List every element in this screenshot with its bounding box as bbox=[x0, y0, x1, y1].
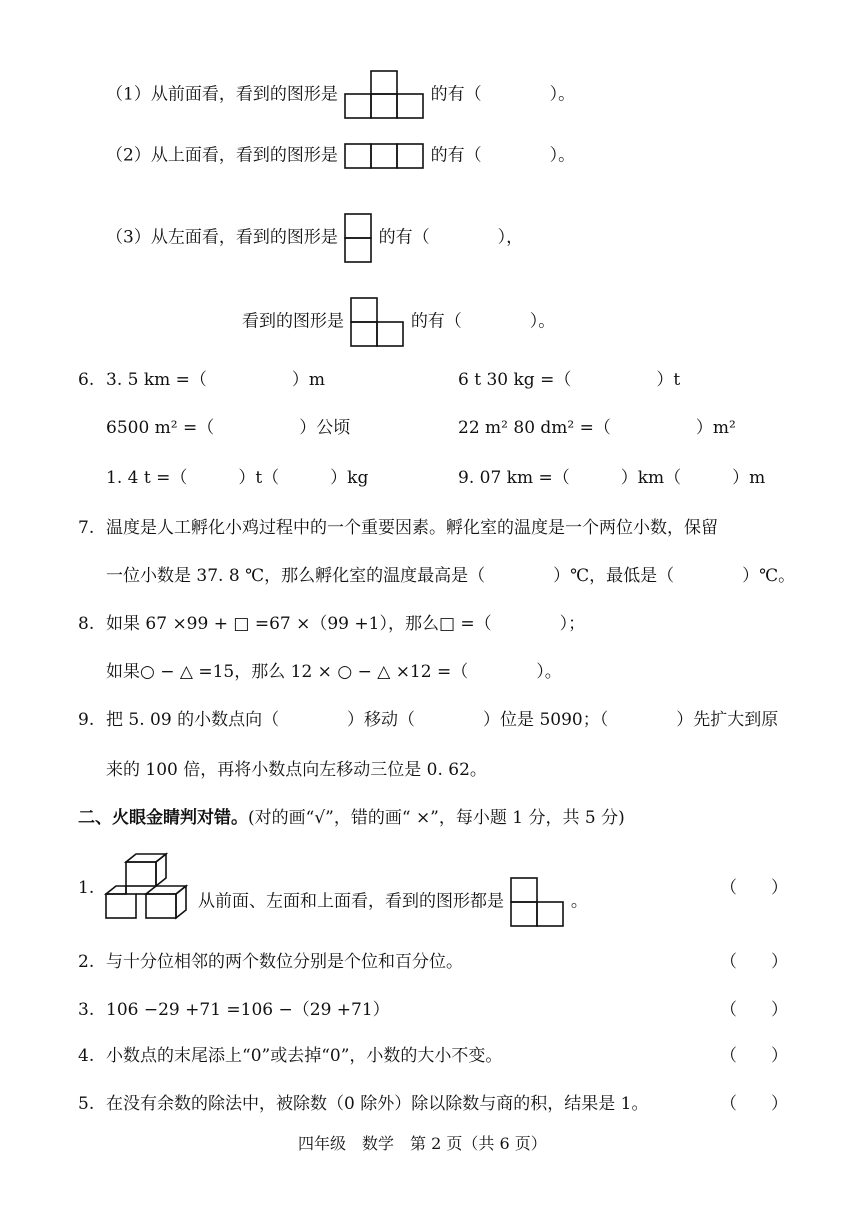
judge-1-view-shape bbox=[509, 876, 565, 928]
q6-number: 6. bbox=[78, 370, 95, 390]
view-q3-text: （3）从左面看，看到的图形是 bbox=[106, 227, 338, 248]
q6-r1c1: 3. 5 km =（ ）m bbox=[106, 370, 326, 390]
judge-1-text: 从前面、左面和上面看，看到的图形都是 bbox=[198, 891, 504, 912]
q7-number: 7. bbox=[78, 518, 95, 538]
q7-line1: 温度是人工孵化小鸡过程中的一个重要因素。孵化室的温度是一个两位小数，保留 bbox=[106, 518, 718, 538]
judge-1-number: 1. bbox=[78, 878, 95, 898]
q7-line2: 一位小数是 37. 8 ℃，那么孵化室的温度最高是（ ）℃，最低是（ ）℃。 bbox=[106, 566, 796, 586]
view-question-2 bbox=[106, 142, 575, 170]
judge-5-text: 在没有余数的除法中，被除数（0 除外）除以除数与商的积，结果是 1。 bbox=[106, 1094, 649, 1114]
view-q3b-text: 看到的图形是 bbox=[242, 311, 344, 332]
left-view-shape-a bbox=[343, 212, 373, 264]
q8-line1: 如果 67 ×99 + □ =67 ×（99 +1），那么□ =（ ）； bbox=[106, 614, 586, 634]
section-2-note: (对的画“√”，错的画“ ×”，每小题 1 分，共 5 分) bbox=[248, 808, 625, 828]
judge-3-paren[interactable]: （ ） bbox=[720, 1000, 788, 1020]
view-question-3 bbox=[106, 212, 523, 264]
q9-line2: 来的 100 倍，再将小数点向左移动三位是 0. 62。 bbox=[106, 760, 487, 780]
view-q2-answer: 的有（ ）。 bbox=[430, 145, 576, 166]
q9-line1: 把 5. 09 的小数点向（ ）移动（ ）位是 5090；（ ）先扩大到原 bbox=[106, 710, 779, 730]
q9-number: 9. bbox=[78, 710, 95, 730]
q8-number: 8. bbox=[78, 614, 95, 634]
section-2-heading bbox=[78, 806, 625, 830]
left-view-shape-b bbox=[349, 296, 405, 348]
judge-2-number: 2. bbox=[78, 952, 95, 972]
judge-3-number: 3. bbox=[78, 1000, 95, 1020]
page-footer: 四年级 数学 第 2 页（共 6 页） bbox=[298, 1134, 547, 1153]
cube-stack-figure bbox=[104, 852, 196, 922]
view-q3b-answer: 的有（ ）。 bbox=[410, 311, 556, 332]
judge-4-paren[interactable]: （ ） bbox=[720, 1046, 788, 1066]
view-q1-answer: 的有（ ）。 bbox=[430, 84, 576, 105]
view-question-1 bbox=[106, 70, 575, 120]
judge-1-tail: 。 bbox=[570, 891, 588, 912]
view-q2-text: （2）从上面看，看到的图形是 bbox=[106, 145, 338, 166]
judge-5-number: 5. bbox=[78, 1094, 95, 1114]
view-question-3b bbox=[242, 296, 555, 348]
judge-4-text: 小数点的末尾添上“0”或去掉“0”，小数的大小不变。 bbox=[106, 1046, 503, 1066]
judge-3-text: 106 −29 +71 =106 −（29 +71） bbox=[106, 1000, 390, 1020]
q6-r2c2: 22 m² 80 dm² =（ ）m² bbox=[458, 418, 736, 438]
judge-2-text: 与十分位相邻的两个数位分别是个位和百分位。 bbox=[106, 952, 463, 972]
q6-r3c2: 9. 07 km =（ ）km（ ）m bbox=[458, 468, 766, 488]
q8-line2: 如果○ − △ =15，那么 12 × ○ − △ ×12 =（ ）。 bbox=[106, 662, 562, 682]
view-q1-text: （1）从前面看，看到的图形是 bbox=[106, 84, 338, 105]
judge-1-statement bbox=[198, 876, 588, 928]
top-view-shape bbox=[343, 142, 425, 170]
judge-4-number: 4. bbox=[78, 1046, 95, 1066]
judge-2-paren[interactable]: （ ） bbox=[720, 952, 788, 972]
front-view-shape bbox=[343, 70, 425, 120]
judge-5-paren[interactable]: （ ） bbox=[720, 1094, 788, 1114]
q6-r2c1: 6500 m² =（ ）公顷 bbox=[106, 418, 351, 438]
section-2-title: 二、火眼金睛判对错。 bbox=[78, 808, 248, 828]
q6-r3c1: 1. 4 t =（ ）t（ ）kg bbox=[106, 468, 369, 488]
judge-1-paren[interactable]: （ ） bbox=[720, 878, 788, 898]
view-q3-answer: 的有（ ）， bbox=[378, 227, 524, 248]
q6-r1c2: 6 t 30 kg =（ ）t bbox=[458, 370, 681, 390]
